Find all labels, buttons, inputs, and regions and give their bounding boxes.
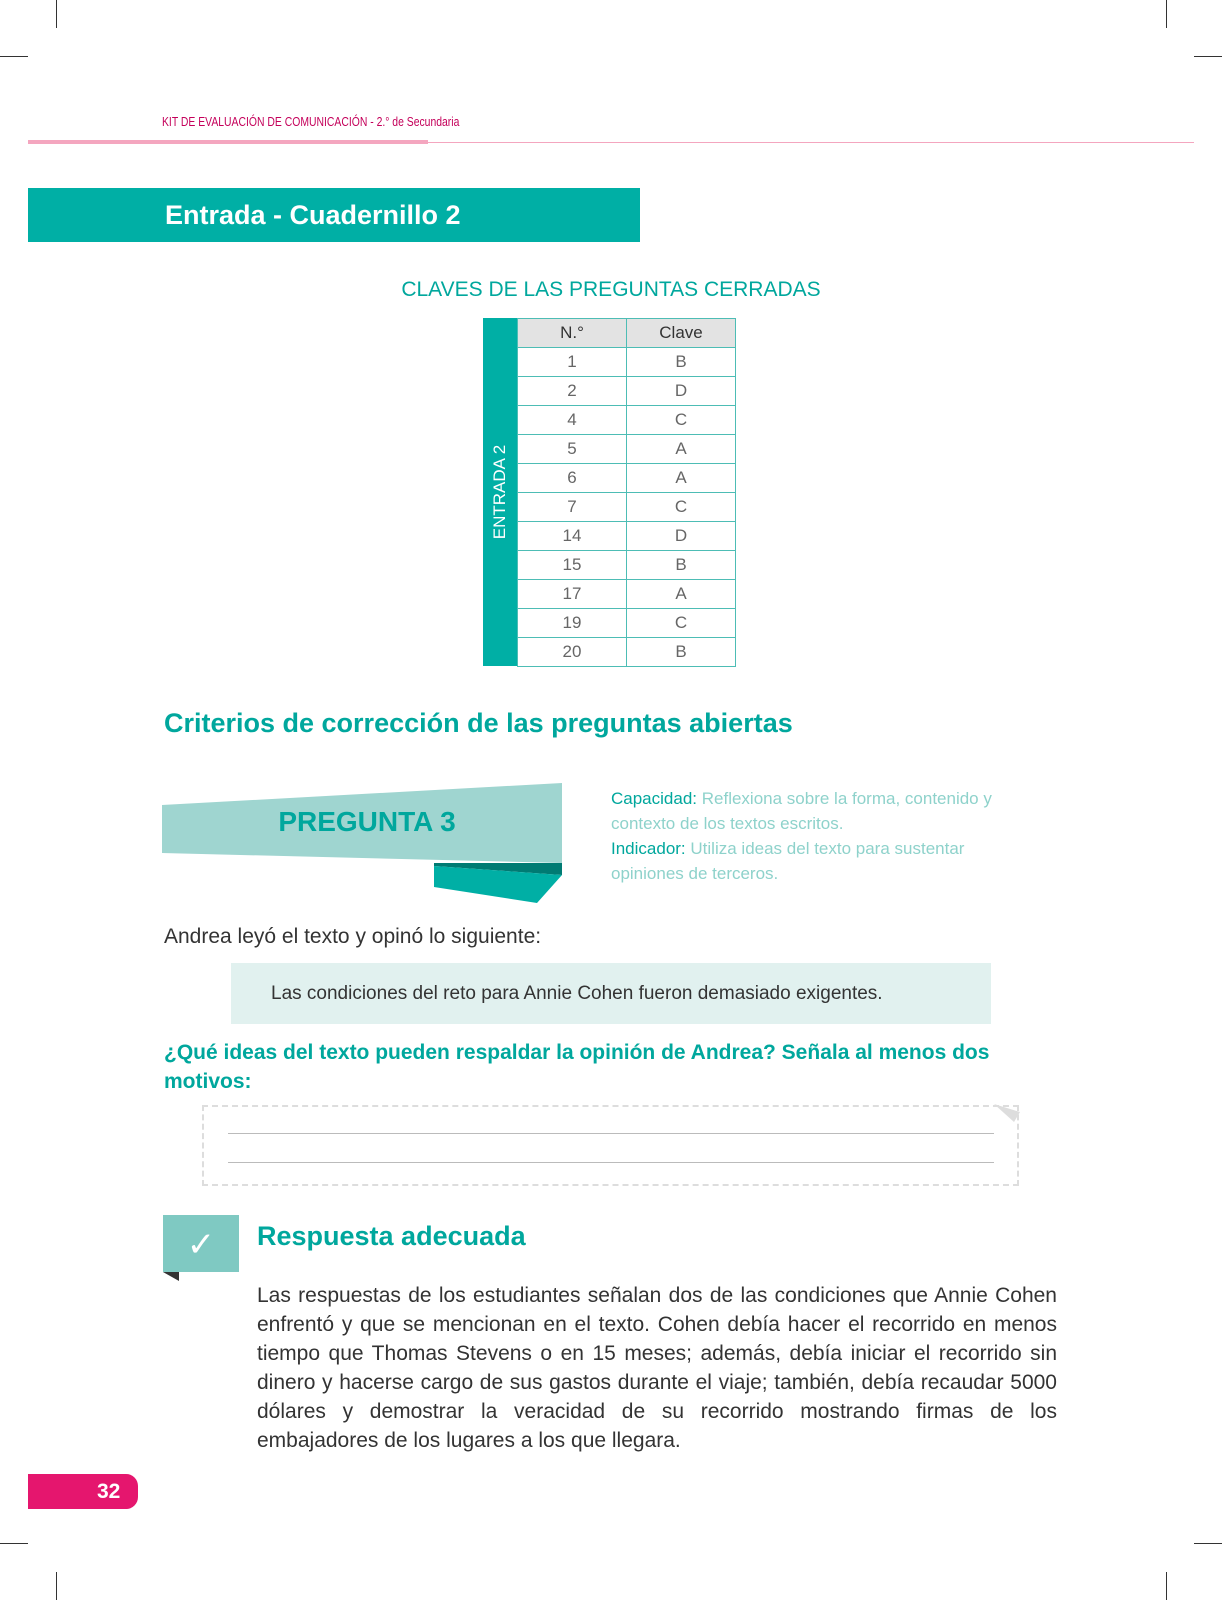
question-number-cell: 1 bbox=[518, 348, 627, 377]
answer-key-cell: D bbox=[627, 377, 736, 406]
table-row bbox=[518, 464, 736, 493]
opinion-quote: Las condiciones del reto para Annie Cohen fueron demasiado exigentes. bbox=[231, 963, 991, 1024]
answer-key-cell: C bbox=[627, 493, 736, 522]
table-row bbox=[518, 435, 736, 464]
answer-line bbox=[228, 1133, 994, 1134]
page-number: 32 bbox=[28, 1474, 138, 1509]
table-row bbox=[518, 580, 736, 609]
crop-mark bbox=[1166, 1572, 1167, 1600]
answer-body: Las respuestas de los estudiantes señalan dos de las condiciones que Annie Cohen enfrentó y que se mencionan en el texto. Cohen debía hacer el recorrido en menos tiempo que Thomas Stevens o en 15 meses; además, debía iniciar el recorrido sin dinero y hacerse cargo de sus gastos durante el viaje; también, debía recaudar 5000 dólares y demostrar la veracidad de su recorrido mostrando firmas de los embajadores de los lugares a los que llegara. bbox=[257, 1284, 1057, 1452]
keys-table-title: CLAVES DE LAS PREGUNTAS CERRADAS bbox=[401, 278, 821, 301]
running-header: KIT DE EVALUACIÓN DE COMUNICACIÓN - 2.° de Secundaria bbox=[162, 114, 460, 129]
table-row bbox=[518, 609, 736, 638]
indicator-text: Utiliza ideas del texto para sustentar opiniones de terceros. bbox=[611, 839, 965, 883]
answer-key-cell: C bbox=[627, 406, 736, 435]
keys-table bbox=[517, 318, 736, 667]
table-row bbox=[518, 406, 736, 435]
indicator-label: Indicador: bbox=[611, 839, 686, 858]
column-header-number: N.° bbox=[518, 319, 627, 348]
crop-mark bbox=[1194, 1543, 1222, 1544]
question-number-cell: 15 bbox=[518, 551, 627, 580]
question-number-cell: 6 bbox=[518, 464, 627, 493]
answer-heading: Respuesta adecuada bbox=[257, 1221, 526, 1251]
question-intro: Andrea leyó el texto y opinó lo siguiente: bbox=[164, 925, 542, 948]
keys-side-label-text: ENTRADA 2 bbox=[490, 444, 510, 540]
table-row bbox=[518, 348, 736, 377]
question-number-cell: 4 bbox=[518, 406, 627, 435]
question-prompt: ¿Qué ideas del texto pueden respaldar la opinión de Andrea? Señala al menos dos motivos: bbox=[164, 1041, 990, 1093]
crop-mark bbox=[0, 56, 28, 57]
criteria-heading: Criterios de corrección de las preguntas abiertas bbox=[164, 708, 793, 738]
checkmark-icon: ✓ bbox=[186, 1225, 216, 1265]
table-row bbox=[518, 522, 736, 551]
answer-area-corner bbox=[994, 1104, 1020, 1122]
question-ribbon bbox=[162, 783, 562, 903]
section-title: Entrada - Cuadernillo 2 bbox=[28, 188, 640, 242]
header-rule-accent bbox=[28, 140, 428, 144]
question-number-cell: 14 bbox=[518, 522, 627, 551]
question-number-cell: 7 bbox=[518, 493, 627, 522]
column-header-key: Clave bbox=[627, 319, 736, 348]
table-row bbox=[518, 493, 736, 522]
table-row bbox=[518, 551, 736, 580]
answer-area bbox=[202, 1105, 1019, 1186]
question-number-cell: 2 bbox=[518, 377, 627, 406]
answer-key-cell: D bbox=[627, 522, 736, 551]
answer-key-cell: A bbox=[627, 580, 736, 609]
crop-mark bbox=[1194, 56, 1222, 57]
crop-mark bbox=[1166, 0, 1167, 28]
question-number-cell: 5 bbox=[518, 435, 627, 464]
keys-side-label bbox=[483, 318, 517, 666]
question-number-cell: 19 bbox=[518, 609, 627, 638]
answer-line bbox=[228, 1162, 994, 1163]
question-label: PREGUNTA 3 bbox=[278, 806, 456, 837]
answer-key-cell: B bbox=[627, 551, 736, 580]
keys-table-header-row bbox=[518, 319, 736, 348]
answer-key-cell: B bbox=[627, 638, 736, 667]
crop-mark bbox=[56, 1572, 57, 1600]
crop-mark bbox=[56, 0, 57, 28]
capacity-label: Capacidad: bbox=[611, 789, 698, 808]
table-row bbox=[518, 377, 736, 406]
answer-key-cell: C bbox=[627, 609, 736, 638]
question-number-cell: 17 bbox=[518, 580, 627, 609]
capacity-text: Reflexiona sobre la forma, contenido y contexto de los textos escritos. bbox=[611, 789, 992, 833]
capacity-block bbox=[611, 786, 1031, 886]
keys-table-body bbox=[518, 348, 736, 667]
answer-key-cell: A bbox=[627, 435, 736, 464]
question-number-cell: 20 bbox=[518, 638, 627, 667]
answer-key-cell: B bbox=[627, 348, 736, 377]
table-row bbox=[518, 638, 736, 667]
crop-mark bbox=[0, 1543, 28, 1544]
answer-key-cell: A bbox=[627, 464, 736, 493]
